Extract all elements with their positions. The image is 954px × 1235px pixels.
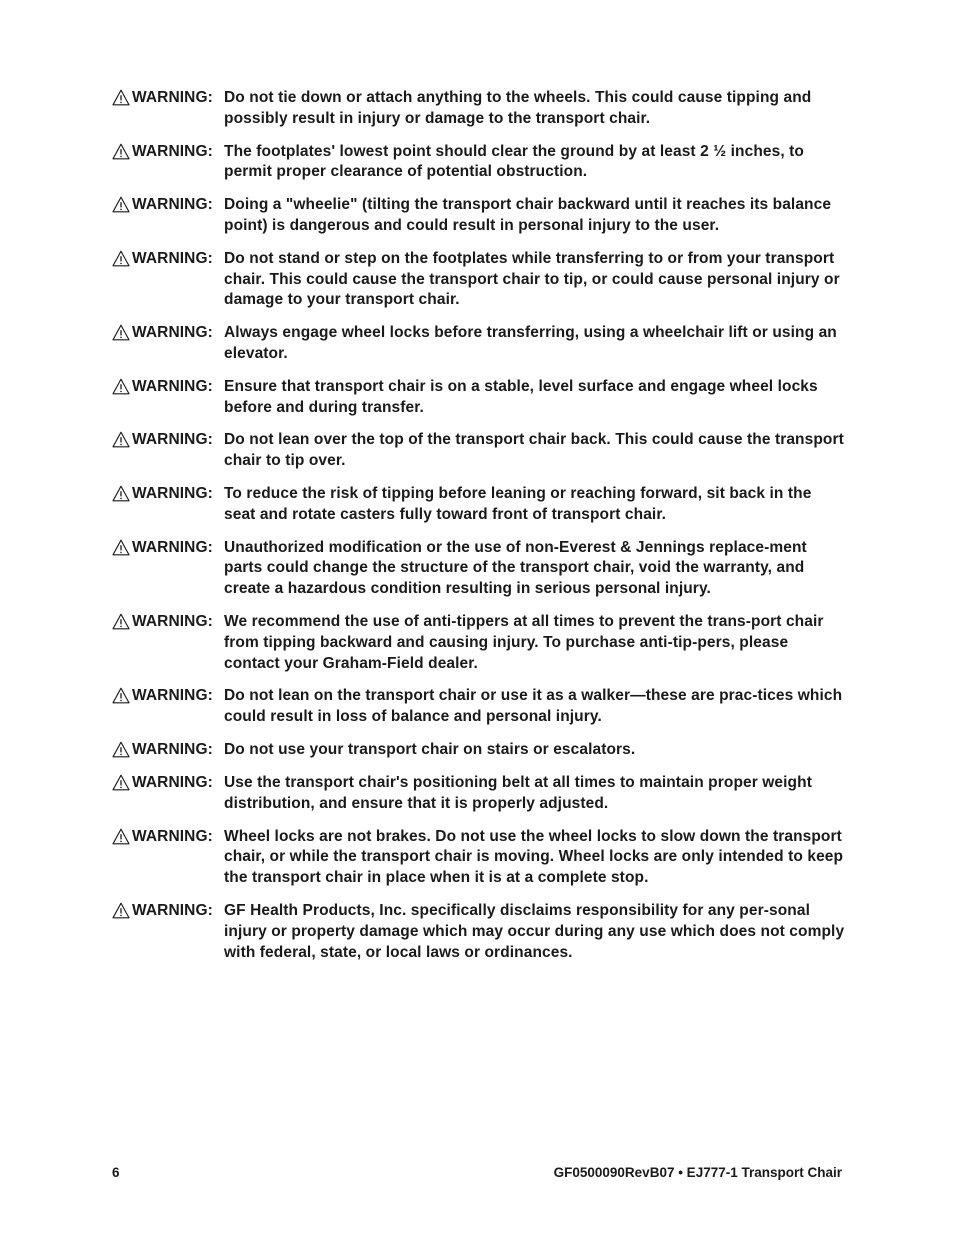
- warning-triangle-icon: [112, 902, 132, 922]
- warning-text: Wheel locks are not brakes. Do not use the wheel locks to slow down the transport chair, or while the transport chair is moving. Wheel locks are only intended to keep the transport chair in place when it is at a complete stop.: [224, 827, 844, 887]
- warning-item: [112, 740, 847, 761]
- warning-triangle-icon: [112, 613, 132, 633]
- warning-item: [112, 142, 847, 184]
- warning-item: [112, 827, 847, 889]
- warning-triangle-icon: [112, 828, 132, 848]
- warning-text: Doing a "wheelie" (tilting the transport chair backward until it reaches its balance point) is dangerous and could result in personal injury to the user.: [224, 196, 832, 234]
- warning-text: We recommend the use of anti-tippers at all times to prevent the trans-port chair from tipping backward and causing injury. To purchase anti-tip-pers, please contact your Graham-Field dealer.: [224, 612, 824, 672]
- warning-item: [112, 612, 847, 674]
- warning-triangle-icon: [112, 539, 132, 559]
- warning-label: WARNING:: [132, 484, 213, 502]
- warning-text: Do not tie down or attach anything to the wheels. This could cause tipping and possibly result in injury or damage to the transport chair.: [224, 89, 812, 127]
- warning-label: WARNING:: [132, 431, 213, 449]
- warning-item: [112, 538, 847, 600]
- warning-text: Do not stand or step on the footplates while transferring to or from your transport chair. This could cause the transport chair to tip, or could cause personal injury or damage to your transport chair.: [224, 249, 840, 309]
- warning-text: The footplates' lowest point should clear the ground by at least 2 ½ inches, to permit proper clearance of potential obstruction.: [224, 142, 804, 181]
- warning-text: Do not use your transport chair on stairs or escalators.: [224, 740, 636, 758]
- warning-label: WARNING:: [132, 538, 213, 556]
- warning-item: [112, 195, 847, 237]
- warning-label: WARNING:: [132, 377, 213, 395]
- warning-item: [112, 484, 847, 526]
- warnings-list: [112, 88, 847, 975]
- warning-text: To reduce the risk of tipping before leaning or reaching forward, sit back in the seat and rotate casters fully toward front of transport chair.: [224, 484, 812, 523]
- warning-triangle-icon: [112, 250, 132, 270]
- warning-text: Ensure that transport chair is on a stable, level surface and engage wheel locks before and during transfer.: [224, 377, 818, 416]
- warning-item: [112, 88, 847, 130]
- warning-triangle-icon: [112, 741, 132, 761]
- page-number: 6: [112, 1165, 120, 1180]
- warning-label: WARNING:: [132, 827, 213, 845]
- warning-label: WARNING:: [132, 249, 213, 267]
- warning-item: [112, 377, 847, 419]
- warning-triangle-icon: [112, 431, 132, 451]
- warning-label: WARNING:: [132, 324, 213, 342]
- warning-label: WARNING:: [132, 740, 213, 758]
- warning-triangle-icon: [112, 143, 132, 163]
- warning-item: [112, 430, 847, 472]
- warning-item: [112, 773, 847, 815]
- warning-item: [112, 686, 847, 728]
- warning-text: Unauthorized modification or the use of non-Everest & Jennings replace-ment parts could change the structure of the transport chair, void the warranty, and create a hazardous condition resulting in serious personal injury.: [224, 538, 807, 598]
- warning-item: [112, 323, 847, 365]
- warning-label: WARNING:: [132, 612, 213, 630]
- warning-label: WARNING:: [132, 687, 213, 705]
- warning-label: WARNING:: [132, 196, 213, 214]
- document-id: GF0500090RevB07 • EJ777-1 Transport Chair: [553, 1165, 842, 1180]
- warning-triangle-icon: [112, 687, 132, 707]
- warning-text: Always engage wheel locks before transferring, using a wheelchair lift or using an elevator.: [224, 324, 837, 362]
- warning-triangle-icon: [112, 378, 132, 398]
- warning-triangle-icon: [112, 89, 132, 109]
- warning-text: Do not lean on the transport chair or use it as a walker—these are prac-tices which could result in loss of balance and personal injury.: [224, 687, 843, 726]
- warning-triangle-icon: [112, 774, 132, 794]
- warning-label: WARNING:: [132, 901, 213, 919]
- warning-label: WARNING:: [132, 773, 213, 791]
- warning-label: WARNING:: [132, 89, 213, 106]
- warning-triangle-icon: [112, 324, 132, 344]
- warning-label: WARNING:: [132, 142, 213, 160]
- warning-triangle-icon: [112, 485, 132, 505]
- warning-item: [112, 249, 847, 311]
- warning-item: [112, 901, 847, 963]
- warning-triangle-icon: [112, 196, 132, 216]
- warning-text: GF Health Products, Inc. specifically disclaims responsibility for any per-sonal injury or property damage which may occur during any use which does not comply with federal, state, or local laws or ordinances.: [224, 901, 845, 961]
- warning-text: Do not lean over the top of the transport chair back. This could cause the transport chair to tip over.: [224, 431, 844, 470]
- warning-text: Use the transport chair's positioning belt at all times to maintain proper weight distribution, and ensure that it is properly adjusted.: [224, 773, 812, 812]
